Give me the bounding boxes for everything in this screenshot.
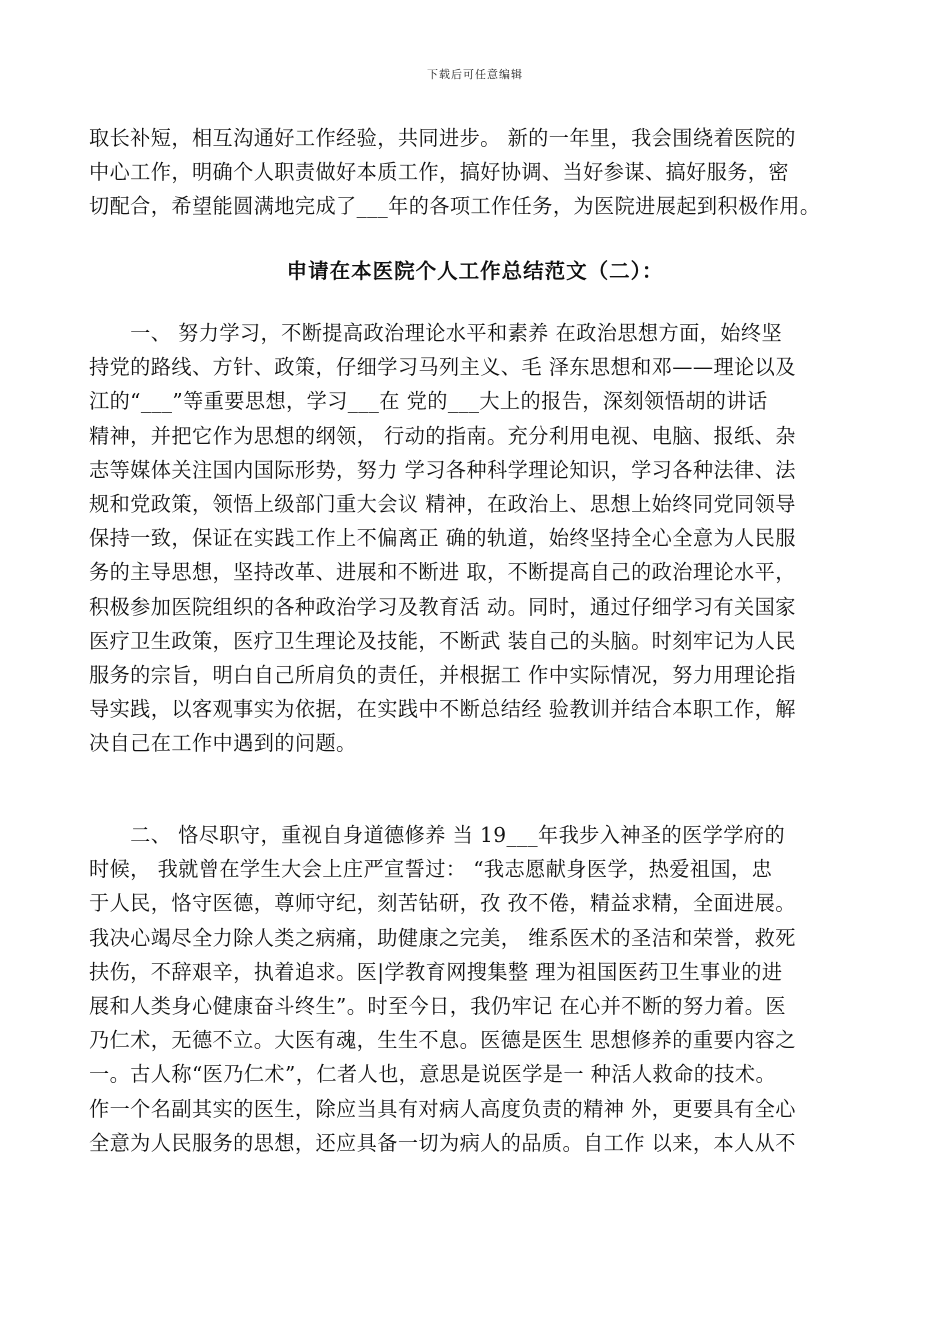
text-line: 务的主导思想，坚持改革、进展和不断进 取，不断提高自己的政治理论水平， [89,560,796,585]
text-line: 志等媒体关注国内国际形势，努力 学习各种科学理论知识，学习各种法律、法 [89,457,796,482]
text-line: 精神，并把它作为思想的纲领， 行动的指南。充分利用电视、电脑、报纸、杂 [89,423,796,448]
text-line: 我决心竭尽全力除人类之病痛，助健康之完美， 维系医术的圣洁和荣誉，救死 [89,925,796,950]
text-line: 乃仁术，无德不立。大医有魂，生生不息。医德是医生 思想修养的重要内容之 [89,1028,796,1053]
text-line: 全意为人民服务的思想，还应具备一切为病人的品质。自工作 以来，本人从不 [89,1130,796,1155]
text-line: 导实践，以客观事实为依据，在实践中不断总结经 验教训并结合本职工作，解 [89,697,796,722]
text-line: 取长补短，相互沟通好工作经验，共同进步。 新的一年里，我会围绕着医院的 [89,126,796,150]
text-line: 二、 恪尽职守，重视自身道德修养 当 19___年我步入神圣的医学学府的 [89,823,786,847]
text-line: 切配合，希望能圆满地完成了___年的各项工作任务，为医院进展起到积极作用。 [89,194,821,219]
text-line: 作一个名副其实的医生，除应当具有对病人高度负责的精神 外，更要具有全心 [89,1096,796,1121]
text-line: 规和党政策，领悟上级部门重大会议 精神，在政治上、思想上始终同党同领导 [89,491,796,516]
paragraph-top [89,121,869,224]
text-line: 持党的路线、方针、政策，仔细学习马列主义、毛 泽东思想和邓——理论以及 [89,355,796,380]
text-line: 时候， 我就曾在学生大会上庄严宣誓过： “我志愿献身医学，热爱祖国，忠 [89,857,773,882]
text-line: 保持一致，保证在实践工作上不偏离正 确的轨道，始终坚持全心全意为人民服 [89,526,796,551]
text-line: 服务的宗旨，明白自己所肩负的责任，并根据工 作中实际情况，努力用理论指 [89,662,796,687]
text-line: 中心工作，明确个人职责做好本质工作，搞好协调、当好参谋、搞好服务，密 [89,160,789,185]
paragraph-two [89,818,869,1160]
text-line: 决自己在工作中遇到的问题。 [89,731,357,756]
text-line: 扶伤，不辞艰辛，执着追求。医|学教育网搜集整 理为祖国医药卫生事业的进 [89,959,783,984]
text-line: 一。古人称“医乃仁术”，仁者人也，意思是说医学是一 种活人救命的技术。 [89,1062,777,1087]
text-line: 医疗卫生政策，医疗卫生理论及技能，不断武 装自己的头脑。时刻牢记为人民 [89,628,796,653]
section-heading: 申请在本医院个人工作总结范文（二）： [286,259,664,283]
page-header-note: 下载后可任意编辑 [427,68,523,81]
text-line: 江的“___”等重要思想，学习___在 党的___大上的报告，深刻领悟胡的讲话 [89,389,768,414]
text-line: 积极参加医院组织的各种政治学习及教育活 动。同时，通过仔细学习有关国家 [89,594,796,619]
paragraph-one [89,316,869,760]
text-line: 一、 努力学习，不断提高政治理论水平和素养 在政治思想方面，始终坚 [89,321,783,345]
text-line: 展和人类身心健康奋斗终生”。时至今日，我仍牢记 在心并不断的努力着。医 [89,993,786,1018]
text-line: 于人民，恪守医德，尊师守纪，刻苦钻研，孜 孜不倦，精益求精，全面进展。 [89,891,796,916]
